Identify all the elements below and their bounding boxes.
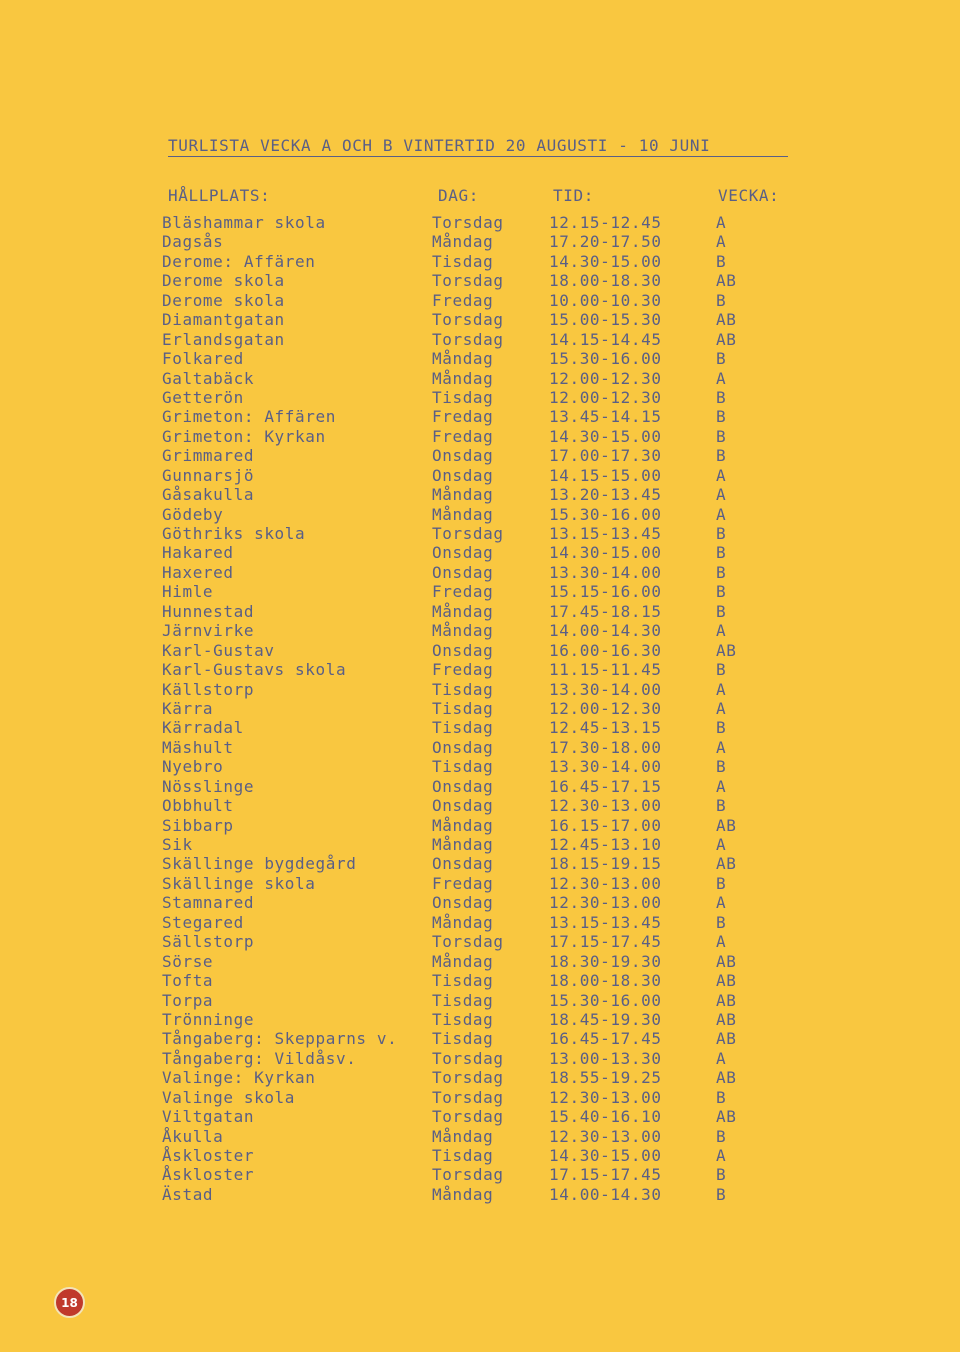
table-row: [0, 427, 960, 446]
row-time: 10.00-10.30: [549, 290, 662, 310]
row-place: Grimeton: Affären: [162, 407, 336, 427]
row-time: 12.30-13.00: [549, 893, 662, 913]
row-time: 16.00-16.30: [549, 640, 662, 660]
row-day: Måndag: [432, 1126, 494, 1146]
row-time: 12.00-12.30: [549, 387, 662, 407]
row-place: Skällinge bygdegård: [162, 854, 357, 874]
row-place: Göthriks skola: [162, 524, 306, 543]
row-week: AB: [716, 971, 737, 991]
row-time: 13.45-14.15: [549, 407, 662, 427]
row-place: Diamantgatan: [162, 310, 285, 330]
row-week: B: [716, 349, 727, 369]
row-time: 17.00-17.30: [549, 446, 662, 466]
row-place: Gödeby: [162, 504, 224, 524]
page-title: TURLISTA VECKA A OCH B VINTERTID 20 AUGUSTI - 10 JUNI: [168, 136, 788, 157]
row-time: 16.15-17.00: [549, 815, 662, 835]
row-week: B: [716, 543, 727, 563]
row-week: AB: [716, 990, 737, 1010]
row-week: B: [716, 1184, 727, 1204]
row-day: Onsdag: [432, 543, 494, 563]
row-day: Måndag: [432, 621, 494, 641]
row-time: 14.30-15.00: [549, 543, 662, 563]
row-week: B: [716, 796, 727, 816]
row-time: 17.20-17.50: [549, 232, 662, 252]
row-place: Åskloster: [162, 1165, 255, 1185]
row-day: Måndag: [432, 951, 494, 971]
table-row: [0, 1010, 960, 1029]
table-row: [0, 1049, 960, 1068]
row-place: Galtabäck: [162, 368, 255, 388]
row-week: AB: [716, 1068, 737, 1088]
row-time: 18.55-19.25: [549, 1068, 662, 1088]
row-place: Torpa: [162, 990, 214, 1010]
row-day: Torsdag: [432, 524, 504, 543]
row-time: 18.45-19.30: [549, 1009, 662, 1029]
page-number-badge: 18: [54, 1287, 85, 1318]
row-week: B: [716, 1126, 727, 1146]
row-place: Bläshammar skola: [162, 213, 326, 232]
row-place: Folkared: [162, 349, 244, 369]
row-place: Hakared: [162, 543, 234, 563]
row-time: 16.45-17.45: [549, 1029, 662, 1049]
row-week: B: [716, 1087, 727, 1107]
row-day: Torsdag: [432, 213, 504, 232]
row-time: 14.15-15.00: [549, 465, 662, 485]
row-place: Ästad: [162, 1184, 214, 1204]
table-row: [0, 835, 960, 854]
row-day: Tisdag: [432, 1146, 494, 1165]
row-day: Torsdag: [432, 1165, 504, 1185]
row-time: 18.00-18.30: [549, 971, 662, 991]
row-week: AB: [716, 1107, 737, 1127]
row-day: Torsdag: [432, 1107, 504, 1127]
row-time: 14.30-15.00: [549, 426, 662, 446]
table-row: [0, 991, 960, 1010]
row-day: Måndag: [432, 835, 494, 854]
row-place: Grimmared: [162, 446, 255, 466]
row-time: 11.15-11.45: [549, 660, 662, 680]
row-time: 17.45-18.15: [549, 601, 662, 621]
row-week: A: [716, 465, 727, 485]
row-place: Stegared: [162, 912, 244, 932]
row-time: 13.20-13.45: [549, 485, 662, 505]
table-row: [0, 446, 960, 465]
row-week: B: [716, 912, 727, 932]
row-day: Måndag: [432, 232, 494, 252]
row-day: Onsdag: [432, 796, 494, 816]
row-place: Karl-Gustav: [162, 640, 275, 660]
row-week: B: [716, 426, 727, 446]
row-day: Tisdag: [432, 718, 494, 738]
row-place: Nösslinge: [162, 776, 255, 796]
row-day: Onsdag: [432, 893, 494, 913]
row-week: AB: [716, 640, 737, 660]
row-week: B: [716, 1165, 727, 1185]
table-row: [0, 407, 960, 426]
row-place: Haxered: [162, 562, 234, 582]
row-time: 12.30-13.00: [549, 796, 662, 816]
row-place: Järnvirke: [162, 621, 255, 641]
row-day: Torsdag: [432, 310, 504, 330]
row-time: 13.15-13.45: [549, 912, 662, 932]
row-day: Måndag: [432, 504, 494, 524]
row-place: Valinge: Kyrkan: [162, 1068, 316, 1088]
row-week: B: [716, 660, 727, 680]
row-time: 12.00-12.30: [549, 698, 662, 718]
row-day: Torsdag: [432, 329, 504, 349]
row-week: A: [716, 504, 727, 524]
table-row: [0, 543, 960, 562]
row-place: Gunnarsjö: [162, 465, 255, 485]
row-week: B: [716, 524, 727, 543]
row-time: 17.30-18.00: [549, 737, 662, 757]
row-week: B: [716, 251, 727, 271]
row-week: AB: [716, 854, 737, 874]
row-day: Tisdag: [432, 971, 494, 991]
row-day: Tisdag: [432, 679, 494, 699]
table-row: [0, 738, 960, 757]
table-row: [0, 388, 960, 407]
row-day: Onsdag: [432, 640, 494, 660]
schedule-table: [0, 213, 960, 1204]
table-row: [0, 816, 960, 835]
row-day: Fredag: [432, 426, 494, 446]
table-row: [0, 310, 960, 329]
row-day: Tisdag: [432, 990, 494, 1010]
row-week: A: [716, 621, 727, 641]
table-row: [0, 796, 960, 815]
table-row: [0, 699, 960, 718]
row-day: Torsdag: [432, 1068, 504, 1088]
table-row: [0, 291, 960, 310]
table-row: [0, 1088, 960, 1107]
row-place: Skällinge skola: [162, 873, 316, 893]
row-place: Valinge skola: [162, 1087, 296, 1107]
row-week: B: [716, 873, 727, 893]
row-week: A: [716, 485, 727, 505]
row-week: A: [716, 737, 727, 757]
row-day: Tisdag: [432, 698, 494, 718]
row-week: A: [716, 213, 727, 232]
row-place: Åkulla: [162, 1126, 224, 1146]
row-place: Dagsås: [162, 232, 224, 252]
row-place: Derome skola: [162, 290, 285, 310]
row-place: Sällstorp: [162, 932, 255, 952]
row-time: 18.30-19.30: [549, 951, 662, 971]
row-time: 12.30-13.00: [549, 1126, 662, 1146]
table-row: [0, 757, 960, 776]
row-day: Fredag: [432, 873, 494, 893]
row-place: Derome skola: [162, 271, 285, 291]
row-day: Måndag: [432, 601, 494, 621]
row-time: 14.00-14.30: [549, 1184, 662, 1204]
row-place: Åskloster: [162, 1146, 255, 1165]
row-week: A: [716, 893, 727, 913]
row-week: B: [716, 757, 727, 777]
row-day: Måndag: [432, 349, 494, 369]
row-day: Tisdag: [432, 757, 494, 777]
row-week: B: [716, 582, 727, 602]
row-time: 14.30-15.00: [549, 1146, 662, 1165]
row-day: Onsdag: [432, 737, 494, 757]
row-time: 18.00-18.30: [549, 271, 662, 291]
row-day: Fredag: [432, 290, 494, 310]
header-day: DAG:: [438, 186, 479, 205]
row-place: Tångaberg: Vildåsv.: [162, 1048, 357, 1068]
table-row: [0, 1146, 960, 1165]
table-row: [0, 232, 960, 251]
table-row: [0, 874, 960, 893]
row-week: AB: [716, 1009, 737, 1029]
table-row: [0, 1029, 960, 1048]
table-row: [0, 641, 960, 660]
row-place: Sörse: [162, 951, 214, 971]
table-row: [0, 505, 960, 524]
column-header-row: [0, 184, 960, 208]
row-week: AB: [716, 271, 737, 291]
row-time: 15.00-15.30: [549, 310, 662, 330]
header-week: VECKA:: [718, 186, 780, 205]
table-row: [0, 602, 960, 621]
row-place: Grimeton: Kyrkan: [162, 426, 326, 446]
row-time: 14.15-14.45: [549, 329, 662, 349]
row-time: 12.15-12.45: [549, 213, 662, 232]
row-week: A: [716, 1146, 727, 1165]
table-row: [0, 369, 960, 388]
row-time: 13.30-14.00: [549, 562, 662, 582]
row-day: Tisdag: [432, 251, 494, 271]
table-row: [0, 621, 960, 640]
row-place: Erlandsgatan: [162, 329, 285, 349]
row-place: Trönninge: [162, 1009, 255, 1029]
row-place: Gåsakulla: [162, 485, 255, 505]
row-time: 15.30-16.00: [549, 990, 662, 1010]
row-week: A: [716, 232, 727, 252]
row-day: Tisdag: [432, 1029, 494, 1049]
row-time: 12.30-13.00: [549, 873, 662, 893]
table-row: [0, 893, 960, 912]
row-time: 18.15-19.15: [549, 854, 662, 874]
table-row: [0, 1165, 960, 1184]
row-place: Obbhult: [162, 796, 234, 816]
row-week: A: [716, 776, 727, 796]
table-row: [0, 271, 960, 290]
row-week: AB: [716, 329, 737, 349]
row-place: Getterön: [162, 387, 244, 407]
row-place: Himle: [162, 582, 214, 602]
header-time: TID:: [553, 186, 594, 205]
table-row: [0, 466, 960, 485]
header-place: HÅLLPLATS:: [168, 186, 271, 205]
table-row: [0, 952, 960, 971]
row-place: Hunnestad: [162, 601, 255, 621]
row-place: Sibbarp: [162, 815, 234, 835]
row-time: 14.30-15.00: [549, 251, 662, 271]
row-week: B: [716, 387, 727, 407]
row-day: Tisdag: [432, 387, 494, 407]
row-week: AB: [716, 310, 737, 330]
row-time: 13.00-13.30: [549, 1048, 662, 1068]
row-day: Onsdag: [432, 562, 494, 582]
row-place: Stamnared: [162, 893, 255, 913]
row-day: Onsdag: [432, 776, 494, 796]
table-row: [0, 913, 960, 932]
row-day: Fredag: [432, 407, 494, 427]
row-day: Måndag: [432, 485, 494, 505]
row-week: B: [716, 718, 727, 738]
row-time: 12.45-13.15: [549, 718, 662, 738]
row-day: Måndag: [432, 368, 494, 388]
table-row: [0, 777, 960, 796]
table-row: [0, 1185, 960, 1204]
row-place: Tångaberg: Skepparns v.: [162, 1029, 398, 1049]
row-time: 17.15-17.45: [549, 932, 662, 952]
row-place: Källstorp: [162, 679, 255, 699]
row-time: 15.30-16.00: [549, 349, 662, 369]
row-time: 17.15-17.45: [549, 1165, 662, 1185]
row-day: Onsdag: [432, 446, 494, 466]
row-week: B: [716, 562, 727, 582]
row-time: 16.45-17.15: [549, 776, 662, 796]
row-place: Tofta: [162, 971, 214, 991]
row-place: Kärradal: [162, 718, 244, 738]
row-day: Måndag: [432, 1184, 494, 1204]
row-time: 14.00-14.30: [549, 621, 662, 641]
table-row: [0, 1127, 960, 1146]
row-day: Måndag: [432, 815, 494, 835]
row-week: AB: [716, 815, 737, 835]
row-time: 15.15-16.00: [549, 582, 662, 602]
row-week: B: [716, 290, 727, 310]
row-day: Torsdag: [432, 1087, 504, 1107]
table-row: [0, 718, 960, 737]
row-week: A: [716, 679, 727, 699]
row-place: Mäshult: [162, 737, 234, 757]
row-time: 13.15-13.45: [549, 524, 662, 543]
row-day: Onsdag: [432, 854, 494, 874]
row-week: AB: [716, 1029, 737, 1049]
table-row: [0, 1068, 960, 1087]
row-week: A: [716, 368, 727, 388]
row-day: Onsdag: [432, 465, 494, 485]
row-place: Sik: [162, 835, 193, 854]
row-time: 12.30-13.00: [549, 1087, 662, 1107]
row-week: A: [716, 835, 727, 854]
table-row: [0, 1107, 960, 1126]
row-place: Nyebro: [162, 757, 224, 777]
row-time: 15.40-16.10: [549, 1107, 662, 1127]
row-day: Fredag: [432, 660, 494, 680]
row-place: Viltgatan: [162, 1107, 255, 1127]
table-row: [0, 660, 960, 679]
row-time: 15.30-16.00: [549, 504, 662, 524]
row-day: Tisdag: [432, 1009, 494, 1029]
row-time: 13.30-14.00: [549, 757, 662, 777]
row-week: AB: [716, 951, 737, 971]
row-time: 12.45-13.10: [549, 835, 662, 854]
table-row: [0, 213, 960, 232]
row-day: Torsdag: [432, 932, 504, 952]
row-week: A: [716, 1048, 727, 1068]
table-row: [0, 330, 960, 349]
row-place: Karl-Gustavs skola: [162, 660, 347, 680]
row-week: B: [716, 407, 727, 427]
row-day: Torsdag: [432, 1048, 504, 1068]
row-week: B: [716, 601, 727, 621]
row-day: Torsdag: [432, 271, 504, 291]
row-week: B: [716, 446, 727, 466]
table-row: [0, 854, 960, 873]
table-row: [0, 349, 960, 368]
table-row: [0, 680, 960, 699]
row-place: Derome: Affären: [162, 251, 316, 271]
table-row: [0, 971, 960, 990]
table-row: [0, 524, 960, 543]
row-time: 12.00-12.30: [549, 368, 662, 388]
row-week: A: [716, 698, 727, 718]
row-place: Kärra: [162, 698, 214, 718]
table-row: [0, 932, 960, 951]
table-row: [0, 563, 960, 582]
row-week: A: [716, 932, 727, 952]
row-day: Måndag: [432, 912, 494, 932]
table-row: [0, 252, 960, 271]
row-time: 13.30-14.00: [549, 679, 662, 699]
table-row: [0, 582, 960, 601]
table-row: [0, 485, 960, 504]
row-day: Fredag: [432, 582, 494, 602]
